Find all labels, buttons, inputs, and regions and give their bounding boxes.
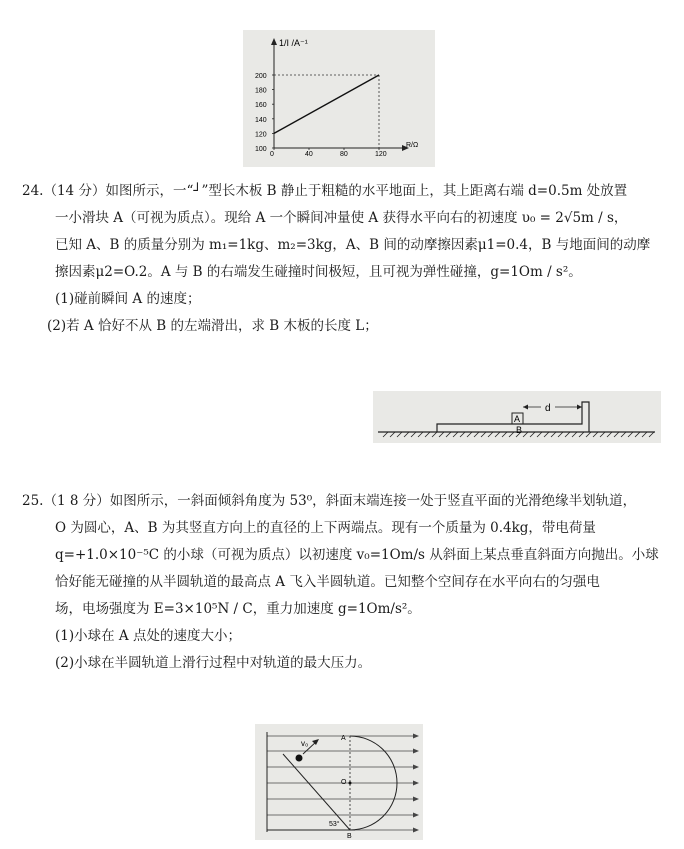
field-arrow-icon: [413, 749, 419, 754]
q25-line-6: (1)小球在 A 点处的速度大小；: [55, 628, 241, 644]
x-tick-label: 40: [305, 151, 313, 158]
field-arrow-icon: [413, 797, 419, 802]
q25-line-4: 恰好能无碰撞的从半圆轨道的最高点 A 飞入半圆轨道。已知整个空间存在水平向右的匀强电: [55, 574, 600, 590]
board-b-label: B: [516, 425, 523, 435]
d-arrow-right-icon: [577, 405, 582, 410]
q24-line-6: (2)若 A 恰好不从 B 的左端滑出，求 B 木板的长度 L；: [47, 318, 378, 334]
figure-board: [373, 391, 661, 443]
field-arrow-icon: [413, 734, 419, 739]
q25-line-7: (2)小球在半圆轨道上滑行过程中对轨道的最大压力。: [55, 655, 372, 671]
field-arrow-icon: [413, 765, 419, 770]
d-arrow-left-icon: [523, 405, 528, 410]
x-axis-label: R/Ω: [406, 142, 419, 149]
q24-line-1: 24.（14 分）如图所示，一“┘”型长木板 B 静止于粗糙的水平地面上，其上距离右端 d=0.5m 处放置: [22, 183, 628, 199]
field-arrow-icon: [413, 781, 419, 786]
d-label: d: [545, 403, 551, 414]
q25-line-1: 25.（1 8 分）如图所示，一斜面倾斜角度为 53⁰，斜面末端连接一处于竖直平面的光滑绝缘半划轨道，: [22, 493, 637, 509]
point-o-label: O: [341, 779, 347, 786]
x-tick-label: 120: [375, 151, 387, 158]
point-a-label: A: [341, 735, 346, 742]
data-line: [274, 75, 379, 133]
angle-label: 53°: [329, 821, 340, 828]
field-arrow-icon: [413, 813, 419, 818]
graph-svg: [243, 30, 435, 167]
y-tick-label: 180: [255, 87, 267, 95]
center-o: [349, 782, 352, 785]
point-b-label: B: [347, 833, 352, 840]
field-arrow-icon: [413, 828, 419, 833]
q24-line-4: 擦因素μ2=O.2。A 与 B 的右端发生碰撞时间极短，且可视为弹性碰撞，g=1Om / s²。: [55, 264, 582, 280]
q25-line-5: 场，电场强度为 E=3×10⁵N / C，重力加速度 g=1Om/s²。: [55, 601, 421, 617]
figure-graph: [243, 30, 435, 167]
ball: [296, 755, 303, 762]
x-tick-label: 80: [340, 151, 348, 158]
block-a-label: A: [514, 414, 521, 424]
q24-line-5: (1)碰前瞬间 A 的速度；: [55, 291, 201, 307]
board-b: [437, 402, 589, 432]
y-tick-label: 100: [255, 146, 267, 153]
q24-line-2: 一小滑块 A（可视为质点）。现给 A 一个瞬间冲量使 A 获得水平向右的初速度 υ₀ = 2√5m / s，: [55, 210, 628, 226]
v0-label: v₀: [301, 739, 309, 748]
x-tick-label: 0: [270, 151, 274, 158]
track-svg: [255, 724, 423, 840]
q25-line-3: q=+1.0×10⁻⁵C 的小球（可视为质点）以初速度 v₀=1Om/s 从斜面上某点垂直斜面方向抛出。小球: [55, 547, 659, 563]
y-tick-label: 140: [255, 116, 267, 124]
y-axis-arrow-icon: [271, 38, 277, 45]
y-tick-label: 200: [255, 73, 267, 80]
question-25: [0, 488, 659, 677]
figure-track: [255, 724, 423, 840]
q25-line-2: O 为圆心，A、B 为其竖直方向上的直径的上下两端点。现有一个质量为 0.4kg，带电荷量: [55, 520, 596, 536]
y-tick-label: 120: [255, 131, 267, 139]
question-24: [0, 178, 650, 340]
y-axis-label: 1/I /A⁻¹: [279, 38, 308, 48]
y-tick-label: 160: [255, 102, 267, 110]
q24-line-3: 已知 A、B 的质量分别为 m₁=1kg、m₂=3kg，A、B 间的动摩擦因素μ1=0.4，B 与地面间的动摩: [55, 237, 651, 253]
y-ticks: [255, 73, 274, 153]
x-ticks: [270, 148, 387, 158]
incline: [283, 754, 350, 830]
board-svg: [373, 391, 661, 443]
